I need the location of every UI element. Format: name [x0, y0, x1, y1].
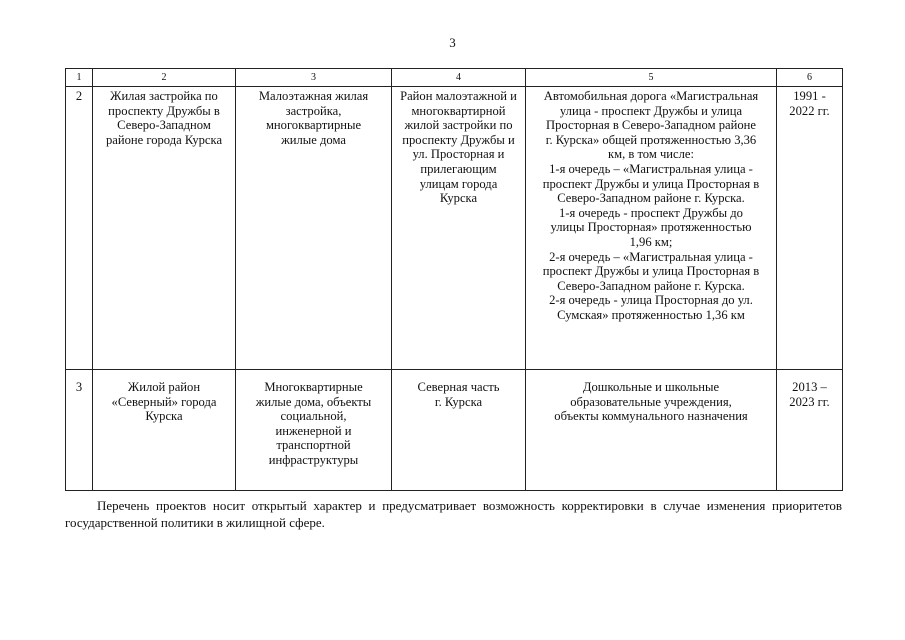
cell-text-line: Курска: [145, 409, 183, 424]
cell-text-line: Жилой район: [127, 380, 201, 394]
row-number-cell: 2: [66, 87, 93, 370]
cell-text-line: 2-я очередь - улица Просторная до ул.: [549, 293, 753, 308]
cell-text-line: образовательные учреждения,: [570, 394, 732, 409]
cell-text-line: Автомобильная дорога «Магистральная: [543, 89, 759, 103]
header-cell: 2: [93, 69, 236, 87]
cell-text-line: Дошкольные и школьные: [582, 380, 720, 394]
infrastructure-cell: [526, 370, 777, 491]
location-cell: [392, 87, 526, 370]
cell-text-line: Северо-Западном районе г. Курска.: [557, 191, 745, 206]
cell-text-line: Малоэтажная жилая: [258, 89, 369, 103]
cell-text-line: Сумская» протяженностью 1,36 км: [557, 307, 745, 322]
table-row: [66, 87, 843, 370]
cell-text-line: инфраструктуры: [268, 452, 359, 467]
cell-text-line: Многоквартирные: [264, 380, 363, 394]
cell-text-line: проспект Дружбы и улица Просторная в: [542, 264, 760, 279]
period-cell: [777, 87, 843, 370]
cell-text-line: Жилая застройка по: [110, 89, 218, 103]
cell-text-line: застройка,: [285, 103, 342, 118]
location-cell: [392, 370, 526, 491]
cell-text-line: социальной,: [280, 409, 347, 424]
cell-text-line: 2-я очередь – «Магистральная улица -: [549, 249, 753, 264]
cell-text-line: г. Курска: [434, 394, 483, 409]
cell-text-line: районе города Курска: [105, 132, 223, 147]
cell-text-line: ул. Просторная и: [412, 147, 505, 162]
cell-text-line: улицам города: [419, 176, 498, 191]
table-header-row: [66, 69, 843, 87]
cell-text-line: Курска: [439, 191, 478, 206]
cell-text-line: проспекту Дружбы в: [108, 103, 220, 118]
project-name-cell: [93, 370, 236, 491]
cell-text-line: Северо-Западном: [117, 118, 211, 133]
building-type-cell: [236, 370, 392, 491]
header-cell: 1: [66, 69, 93, 87]
header-cell: 3: [236, 69, 392, 87]
cell-text-line: Северная часть: [417, 380, 500, 394]
infrastructure-cell: [526, 87, 777, 370]
cell-text-line: 1991 -: [793, 89, 826, 103]
cell-text-line: проспект Дружбы и улица Просторная в: [542, 176, 760, 191]
cell-text-line: Просторная в Северо-Западном районе: [546, 118, 756, 133]
projects-table: [65, 68, 843, 491]
cell-text-line: Северо-Западном районе г. Курска.: [557, 278, 745, 293]
cell-text-line: 1-я очередь – «Магистральная улица -: [549, 161, 753, 176]
cell-text-line: 2013 –: [792, 380, 827, 394]
cell-text-line: объекты коммунального назначения: [554, 409, 748, 424]
cell-text-line: многоквартирные: [265, 118, 362, 133]
cell-text-line: Район малоэтажной и: [400, 89, 517, 103]
cell-text-line: многоквартирной: [411, 103, 506, 118]
cell-text-line: проспекту Дружбы и: [402, 132, 515, 147]
cell-text-line: г. Курска» общей протяженностью 3,36: [545, 132, 757, 147]
project-name-cell: [93, 87, 236, 370]
row-number-cell: 3: [66, 370, 93, 491]
building-type-cell: [236, 87, 392, 370]
cell-text-line: улицы Просторная» протяженностью: [550, 220, 752, 235]
period-cell: [777, 370, 843, 491]
header-cell: 6: [777, 69, 843, 87]
cell-text-line: 1,96 км;: [629, 234, 673, 249]
cell-text-line: жилые дома, объекты: [255, 394, 372, 409]
cell-text-line: км, в том числе:: [607, 147, 695, 162]
page-number: 3: [449, 35, 456, 50]
table-row: [66, 370, 843, 491]
cell-text-line: транспортной: [276, 438, 351, 453]
cell-text-line: прилегающим: [420, 161, 497, 176]
cell-text-line: улица - проспект Дружбы и улица: [559, 103, 743, 118]
header-cell: 4: [392, 69, 526, 87]
cell-text-line: 2023 гг.: [789, 394, 830, 409]
cell-text-line: «Северный» города: [111, 394, 217, 409]
cell-text-line: 1-я очередь - проспект Дружбы до: [559, 205, 743, 220]
cell-text-line: инженерной и: [275, 423, 352, 438]
cell-text-line: жилой застройки по: [404, 118, 513, 133]
cell-text-line: 2022 гг.: [789, 103, 830, 118]
cell-text-line: жилые дома: [281, 132, 346, 147]
header-cell: 5: [526, 69, 777, 87]
footnote-paragraph: Перечень проектов носит открытый характер и предусматривает возможность корректировки в случае изменения приоритетов государственной политики в жилищной сфере.: [65, 498, 842, 530]
